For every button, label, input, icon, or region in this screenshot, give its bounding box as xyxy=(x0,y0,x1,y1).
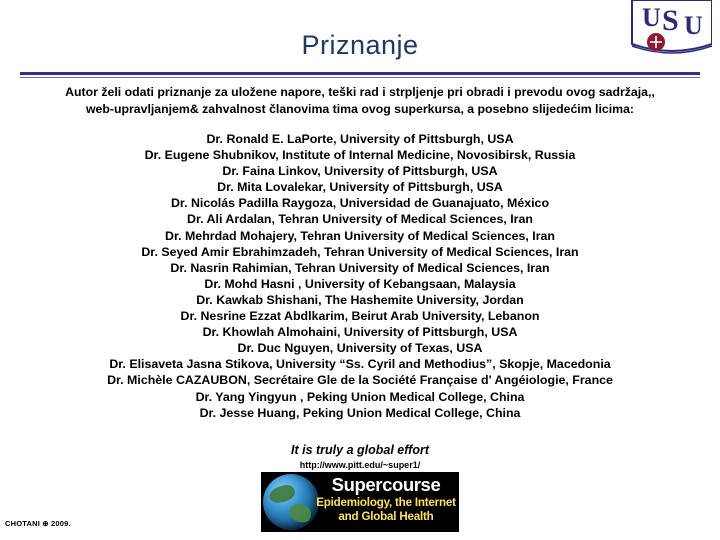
list-item: Dr. Nicolás Padilla Raygoza, Universidad de Guanajuato, México xyxy=(170,196,550,211)
list-item: Dr. Ronald E. LaPorte, University of Pittsburgh, USA xyxy=(206,132,514,146)
banner-subtitle-line-2: and Global Health xyxy=(338,509,434,523)
list-item: Dr. Kawkab Shishani, The Hashemite University, Jordan xyxy=(196,292,524,307)
list-item: Dr. Seyed Amir Ebrahimzadeh, Tehran University of Medical Sciences, Iran xyxy=(141,244,579,259)
list-item: Dr. Duc Nguyen, University of Texas, USA xyxy=(237,341,483,356)
closing-statement: It is truly a global effort xyxy=(291,443,429,457)
list-item: Dr. Eugene Shubnikov, Institute of Internal Medicine, Novosibirsk, Russia xyxy=(144,148,576,163)
svg-text:S: S xyxy=(662,4,679,37)
list-item: Dr. Nesrine Ezzat Abdlkarim, Beirut Arab University, Lebanon xyxy=(180,309,540,324)
banner-text xyxy=(315,474,457,523)
list-item: Dr. Jesse Huang, Peking Union Medical College, China xyxy=(199,405,521,420)
banner-subtitle-line-1: Epidemiology, the Internet xyxy=(316,496,456,509)
globe-icon xyxy=(263,474,319,530)
acknowledgement-intro xyxy=(38,84,682,119)
intro-line-1: Autor želi odati priznanje za uložene napore, teški rad i strpljenje pri obradi i prevodu ovog sadržaja,, xyxy=(65,85,655,99)
list-item: Dr. Mehrdad Mohajery, Tehran University of Medical Sciences, Iran xyxy=(165,228,555,243)
svg-text:U: U xyxy=(642,3,661,32)
divider-thin xyxy=(20,77,700,78)
author-credit: CHOTANI ⊕ 2009. xyxy=(5,519,71,528)
page-title: Priznanje xyxy=(301,30,419,60)
intro-line-2: web-upravljanjem& zahvalnost članovima tima ovog superkursa, a posebno slijedećim licima: xyxy=(85,102,635,117)
supercourse-banner[interactable] xyxy=(261,472,459,532)
divider-thick xyxy=(20,72,700,75)
banner-title: Supercourse xyxy=(331,474,441,495)
list-item: Dr. Yang Yingyun , Peking Union Medical College, China xyxy=(195,389,525,404)
supercourse-url[interactable]: http://www.pitt.edu/~super1/ xyxy=(299,460,421,470)
list-item: Dr. Nasrin Rahimian, Tehran University of Medical Sciences, Iran xyxy=(170,260,550,275)
list-item: Dr. Ali Ardalan, Tehran University of Medical Sciences, Iran xyxy=(187,212,533,227)
list-item: Dr. Mohd Hasni , University of Kebangsaan, Malaysia xyxy=(204,276,516,291)
list-item: Dr. Mita Lovalekar, University of Pittsburgh, USA xyxy=(217,180,503,195)
list-item: Dr. Faina Linkov, University of Pittsburgh, USA xyxy=(222,164,498,179)
title-divider xyxy=(20,72,700,78)
list-item: Dr. Michèle CAZAUBON, Secrétaire Gle de la Société Française d' Angéiologie, France xyxy=(107,373,613,388)
list-item: Dr. Elisaveta Jasna Stikova, University “Ss. Cyril and Methodius”, Skopje, Macedonia xyxy=(109,357,611,372)
list-item: Dr. Khowlah Almohaini, University of Pittsburgh, USA xyxy=(202,325,518,340)
contributor-list xyxy=(10,131,710,421)
svg-text:U: U xyxy=(684,11,703,40)
